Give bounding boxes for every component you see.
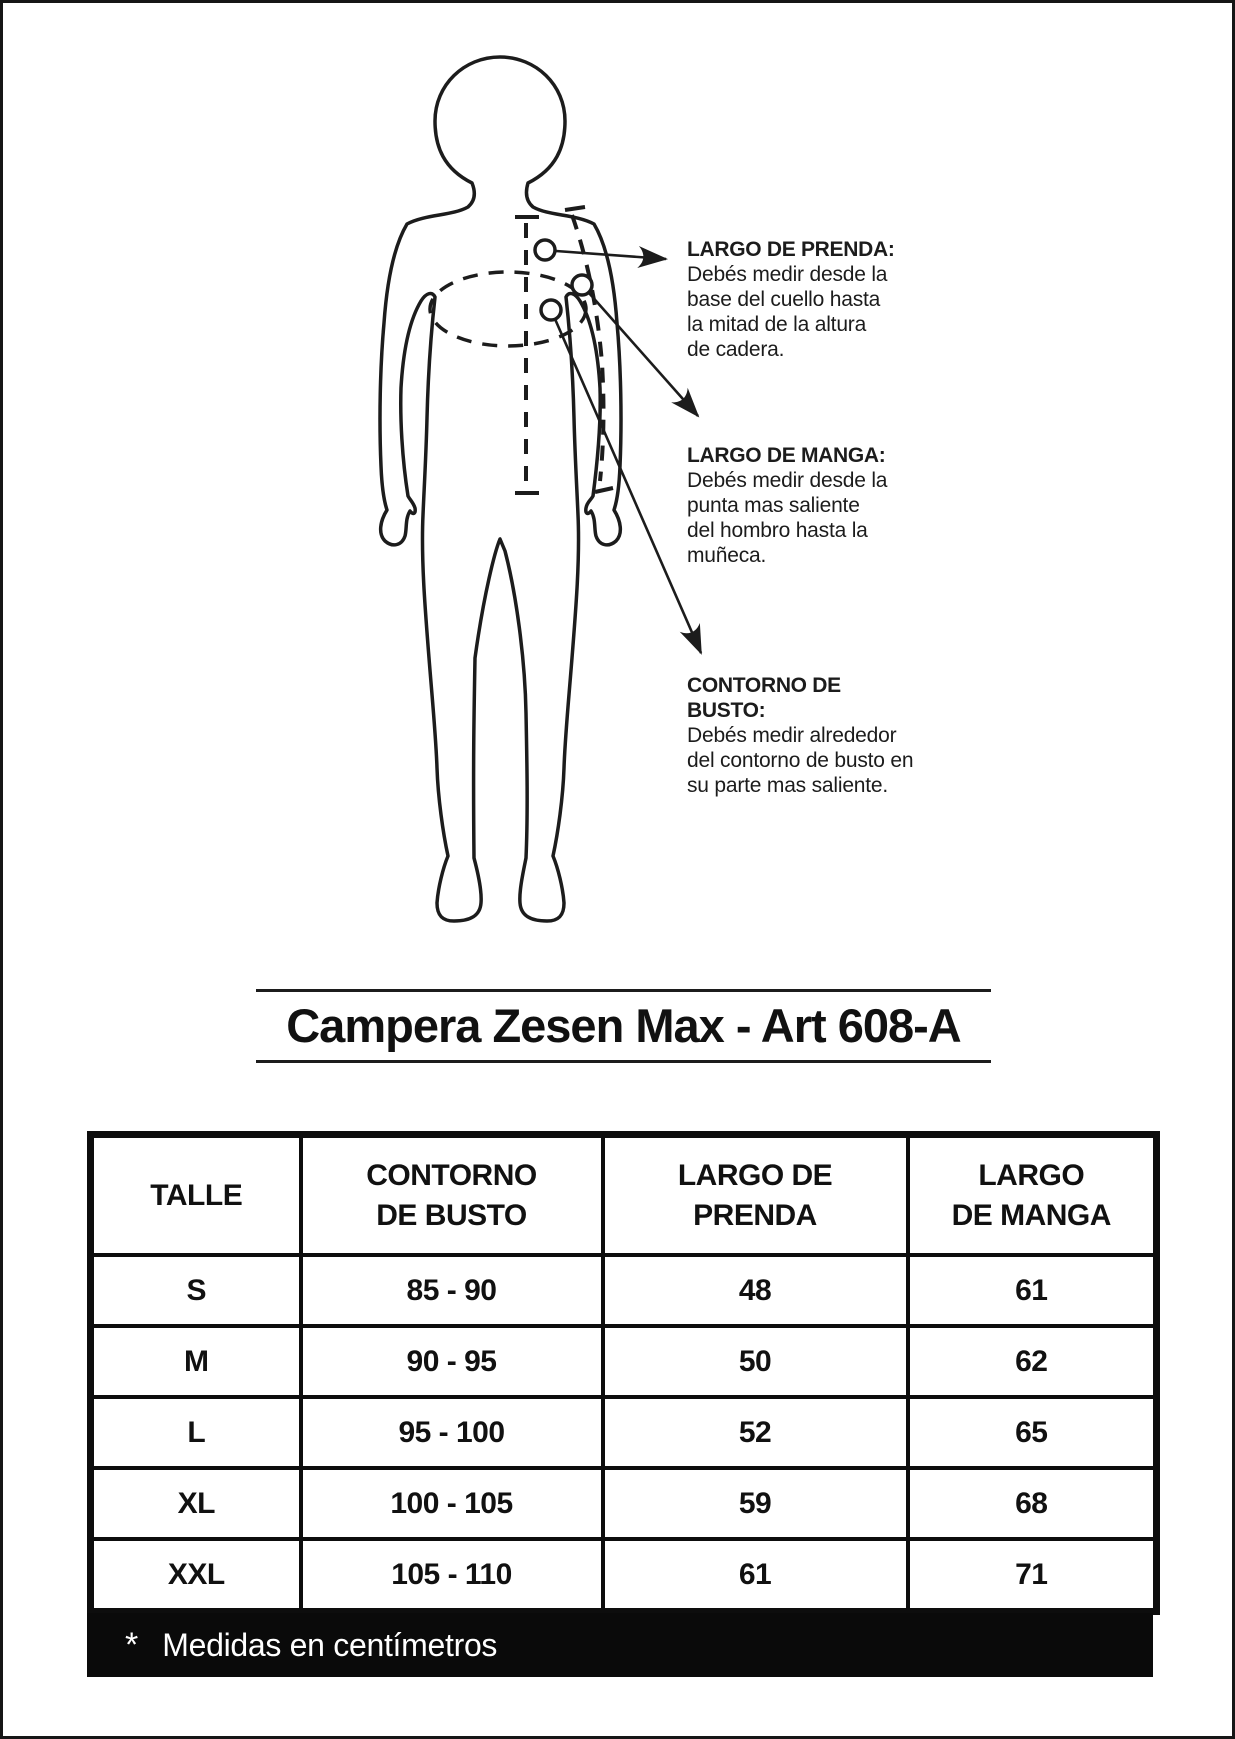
column-header-contorno-de-busto: CONTORNO DE BUSTO: [301, 1135, 603, 1256]
cell-contorno-busto: 100 - 105: [301, 1468, 603, 1539]
cell-largo-manga: 61: [908, 1255, 1157, 1326]
callout-dot-contorno-de-busto: [541, 300, 561, 320]
size-table-header-row: [91, 1135, 1157, 1256]
cell-contorno-busto: 105 - 110: [301, 1539, 603, 1612]
annotation-text-line: del contorno de busto en: [687, 749, 914, 772]
callout-dot-largo-de-prenda: [535, 240, 555, 260]
body-measurement-diagram: [3, 3, 1235, 953]
annotation-text-line: base del cuello hasta: [687, 288, 881, 311]
table-row-l: [91, 1397, 1157, 1468]
cell-contorno-busto: 95 - 100: [301, 1397, 603, 1468]
garment-length-dashed-line: [515, 217, 539, 493]
arrow-largo-de-prenda: [556, 251, 666, 259]
cell-largo-prenda: 52: [603, 1397, 908, 1468]
cell-contorno-busto: 85 - 90: [301, 1255, 603, 1326]
cell-talle: L: [91, 1397, 301, 1468]
annotation-title: LARGO DE MANGA:: [687, 444, 886, 467]
cell-talle: XL: [91, 1468, 301, 1539]
cell-talle: S: [91, 1255, 301, 1326]
cell-largo-manga: 62: [908, 1326, 1157, 1397]
annotation-text-line: la mitad de la altura: [687, 313, 867, 336]
table-row-s: [91, 1255, 1157, 1326]
cell-largo-prenda: 61: [603, 1539, 908, 1612]
title-rule-top: [256, 989, 991, 992]
column-header-largo-de-prenda: LARGO DE PRENDA: [603, 1135, 908, 1256]
product-title: Campera Zesen Max - Art 608-A: [286, 999, 961, 1052]
footnote-bar: [87, 1613, 1153, 1677]
size-table: [87, 1131, 1160, 1615]
cell-talle: M: [91, 1326, 301, 1397]
annotation-text-line: su parte mas saliente.: [687, 774, 889, 797]
table-row-xl: [91, 1468, 1157, 1539]
annotation-contorno-de-busto: [687, 673, 917, 798]
cell-largo-prenda: 48: [603, 1255, 908, 1326]
annotation-title: LARGO DE PRENDA:: [687, 238, 895, 261]
column-header-talle: TALLE: [91, 1135, 301, 1256]
title-rule-bottom: [256, 1060, 991, 1063]
cell-largo-prenda: 50: [603, 1326, 908, 1397]
annotation-largo-de-prenda: [687, 237, 917, 362]
annotation-largo-de-manga: [687, 443, 917, 568]
annotation-text-line: muñeca.: [687, 544, 767, 567]
annotation-text-line: Debés medir desde la: [687, 263, 888, 286]
cell-largo-manga: 68: [908, 1468, 1157, 1539]
cell-talle: XXL: [91, 1539, 301, 1612]
cell-largo-manga: 65: [908, 1397, 1157, 1468]
annotation-text-line: Debés medir alrededor: [687, 724, 897, 747]
annotation-title: CONTORNO DE BUSTO:: [687, 674, 841, 722]
footnote-asterisk: *: [125, 1626, 139, 1664]
annotation-text-line: punta mas saliente: [687, 494, 860, 517]
cell-contorno-busto: 90 - 95: [301, 1326, 603, 1397]
footnote-text: Medidas en centímetros: [162, 1626, 498, 1663]
annotation-text-line: del hombro hasta la: [687, 519, 868, 542]
annotation-text-line: de cadera.: [687, 338, 785, 361]
body-outline: [380, 57, 621, 921]
column-header-largo-de-manga: LARGO DE MANGA: [908, 1135, 1157, 1256]
cell-largo-prenda: 59: [603, 1468, 908, 1539]
table-row-xxl: [91, 1539, 1157, 1612]
table-row-m: [91, 1326, 1157, 1397]
cell-largo-manga: 71: [908, 1539, 1157, 1612]
callout-dot-largo-de-manga: [572, 275, 592, 295]
annotation-text-line: Debés medir desde la: [687, 469, 888, 492]
